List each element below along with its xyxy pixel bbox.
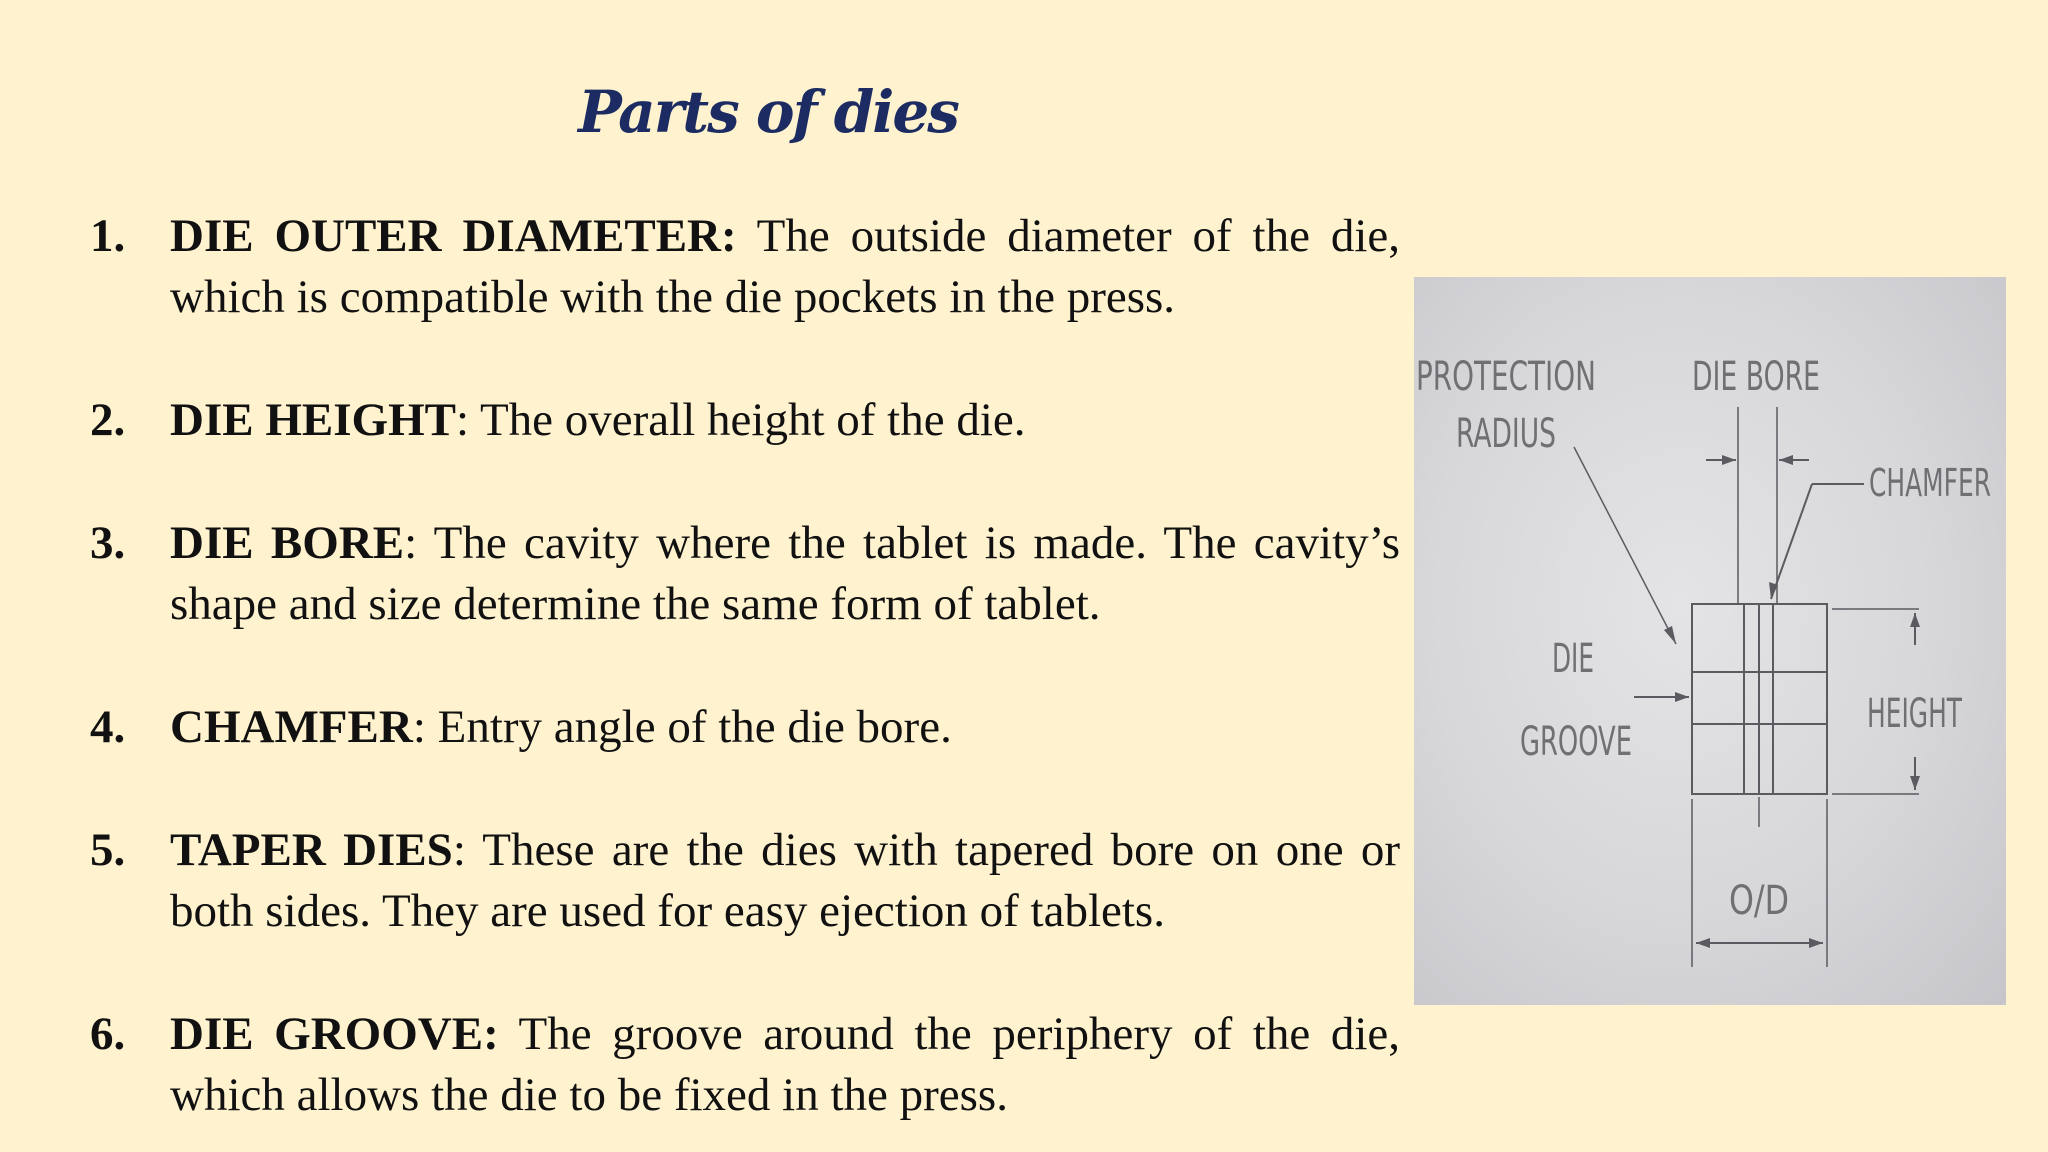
list-item xyxy=(90,513,1400,635)
list-item xyxy=(90,206,1400,328)
protection-arrowhead xyxy=(1664,626,1676,644)
item-term: DIE HEIGHT xyxy=(170,394,456,446)
item-number: 5. xyxy=(90,824,126,876)
item-term: DIE BORE xyxy=(170,517,405,569)
item-number: 3. xyxy=(90,517,126,569)
item-description: : These are the dies with tapered bore on one or both sides. They are used for easy ejection of tablets. xyxy=(170,824,1400,937)
item-term: DIE GROOVE: xyxy=(170,1008,499,1060)
list-item xyxy=(90,390,1400,451)
parts-list xyxy=(90,206,1400,1126)
item-description: The outside diameter of the die, which is compatible with the die pockets in the press. xyxy=(170,210,1400,323)
label-radius: RADIUS xyxy=(1456,411,1556,457)
die-diagram-image xyxy=(1414,277,2006,1005)
list-item xyxy=(90,820,1400,942)
slide-title: Parts of dies xyxy=(578,78,958,146)
od-arrowhead-left xyxy=(1696,938,1710,948)
label-protection: PROTECTION xyxy=(1416,354,1596,400)
item-description: The groove around the periphery of the die, which allows the die to be fixed in the press. xyxy=(170,1008,1401,1121)
bore-arrowhead-right xyxy=(1779,455,1793,465)
bore-arrowhead-left xyxy=(1722,455,1736,465)
label-groove: GROOVE xyxy=(1520,719,1632,765)
label-height: HEIGHT xyxy=(1867,691,1963,737)
label-groove-die: DIE xyxy=(1552,636,1594,682)
item-term: DIE OUTER DIAMETER: xyxy=(170,210,737,262)
item-description: : Entry angle of the die bore. xyxy=(412,701,952,753)
protection-radius-leader xyxy=(1574,447,1676,644)
height-arrowhead-bottom xyxy=(1910,776,1920,790)
item-number: 4. xyxy=(90,701,126,753)
item-number: 6. xyxy=(90,1008,126,1060)
item-term: CHAMFER xyxy=(170,701,413,753)
label-die-bore: DIE BORE xyxy=(1692,354,1820,400)
od-arrowhead-right xyxy=(1809,938,1823,948)
groove-arrowhead xyxy=(1675,692,1689,702)
list-item xyxy=(90,697,1400,758)
item-description: : The cavity where the tablet is made. The cavity’s shape and size determine the same form of tablet. xyxy=(170,517,1400,630)
die-diagram xyxy=(1414,277,2006,1005)
label-od: O/D xyxy=(1729,878,1789,924)
height-arrowhead-top xyxy=(1910,613,1920,627)
item-description: : The overall height of the die. xyxy=(456,394,1026,446)
list-item xyxy=(90,1004,1400,1126)
item-term: TAPER DIES xyxy=(170,824,453,876)
item-number: 1. xyxy=(90,210,126,262)
label-chamfer: CHAMFER xyxy=(1869,461,1991,505)
item-number: 2. xyxy=(90,394,126,446)
